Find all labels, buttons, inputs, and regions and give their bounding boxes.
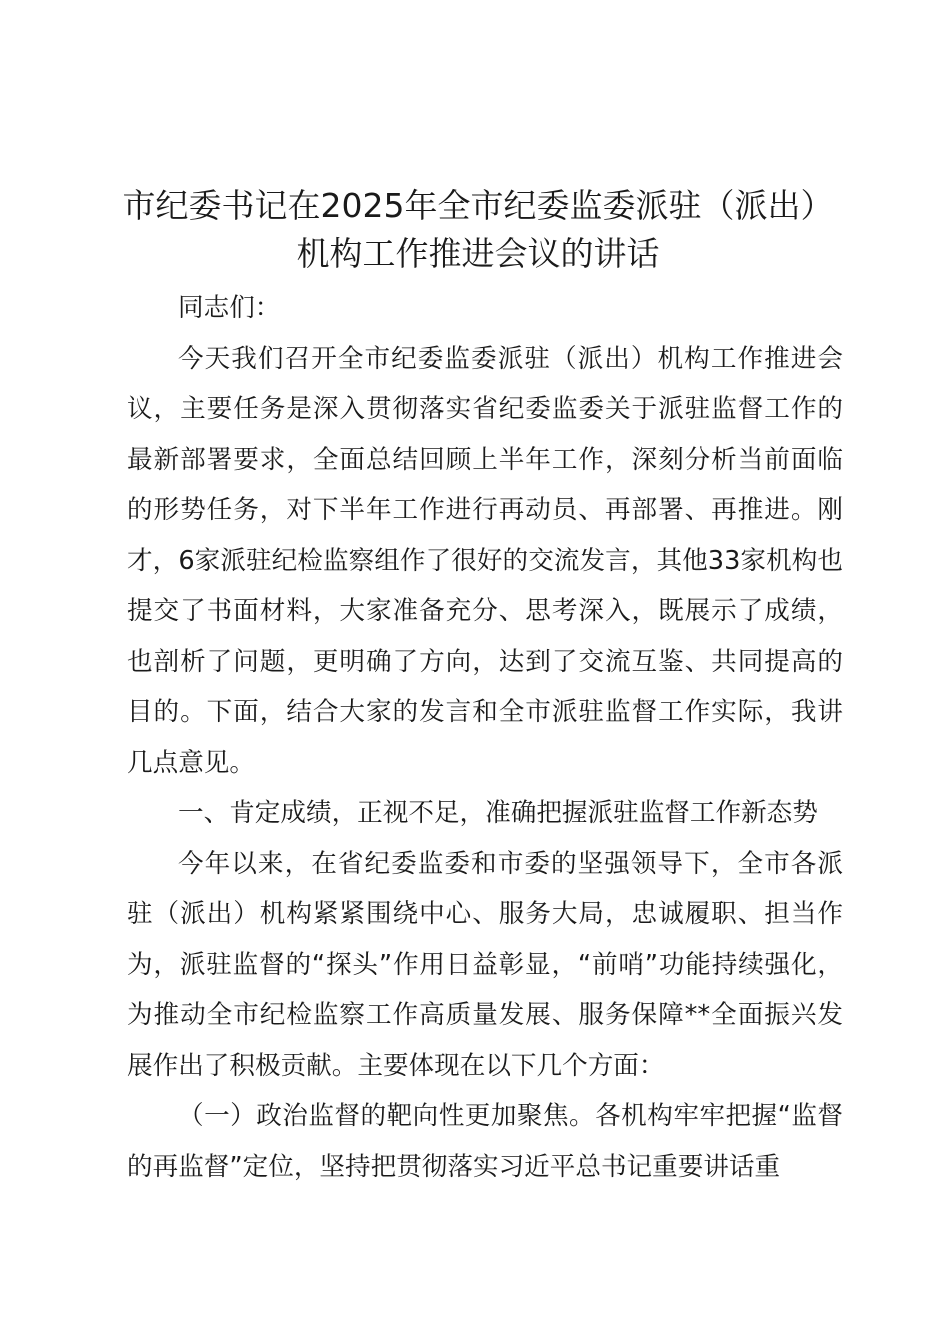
- section-heading-1: 一、肯定成绩，正视不足，准确把握派驻监督工作新态势: [178, 798, 818, 828]
- paragraph-achievements: 今年以来，在省纪委监委和市委的坚强领导下，全市各派驻（派出）机构紧紧围绕中心、服务大局，忠诚履职、担当作为，派驻监督的“探头”作用日益彰显，“前哨”功能持续强化，为推动全市纪检监察工作高质量发展、服务保障**全面振兴发展作出了积极贡献。主要体现在以下几个方面：: [127, 848, 843, 1081]
- paragraph-political-supervision: （一）政治监督的靶向性更加聚焦。各机构牢牢把握“监督的再监督”定位，坚持把贯彻落实习近平总书记重要讲话重: [127, 1101, 843, 1182]
- document-body: [127, 283, 843, 1192]
- paragraph-intro: 今天我们召开全市纪委监委派驻（派出）机构工作推进会议，主要任务是深入贯彻落实省纪委监委关于派驻监督工作的最新部署要求，全面总结回顾上半年工作，深刻分析当前面临的形势任务，对下半年工作进行再动员、再部署、再推进。刚才，6家派驻纪检监察组作了很好的交流发言，其他33家机构也提交了书面材料，大家准备充分、思考深入，既展示了成绩，也剖析了问题，更明确了方向，达到了交流互鉴、共同提高的目的。下面，结合大家的发言和全市派驻监督工作实际，我讲几点意见。: [127, 343, 843, 778]
- salutation: 同志们：: [178, 293, 281, 323]
- document-title: 市纪委书记在2025年全市纪委监委派驻（派出）机构工作推进会议的讲话: [122, 186, 834, 273]
